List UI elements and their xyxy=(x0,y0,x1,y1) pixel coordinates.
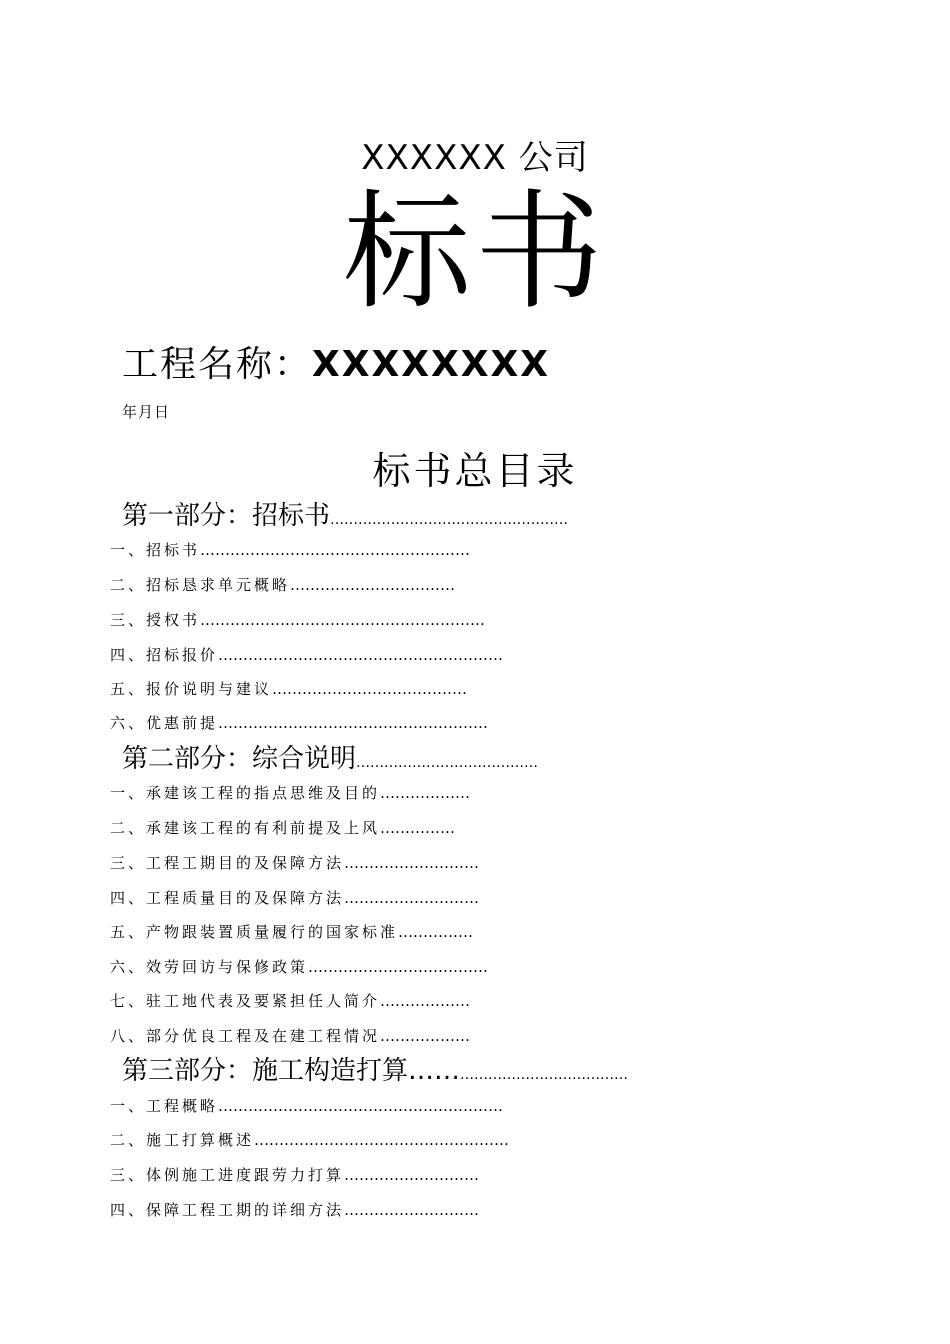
toc-entry xyxy=(110,539,470,561)
project-name-label: 工程名称： xyxy=(122,344,313,385)
toc-leader-dots: ……………… xyxy=(380,784,471,802)
toc-part-title: 第三部分：施工构造打算…… xyxy=(122,1056,461,1086)
toc-entry-label: 五、报价说明与建议 xyxy=(110,680,273,698)
toc-entry-label: 七、驻工地代表及要紧担任人简介 xyxy=(110,992,381,1010)
toc-entry-label: 二、招标恳求单元概略 xyxy=(110,576,291,594)
toc-entry xyxy=(110,712,488,734)
toc-entry-label: 一、工程概略 xyxy=(110,1097,219,1115)
toc-entry xyxy=(110,609,485,631)
toc-entry-label: 五、产物跟装置质量履行的国家标准 xyxy=(110,923,399,941)
toc-part-heading xyxy=(122,1055,628,1091)
toc-entry xyxy=(110,921,473,943)
toc-entry xyxy=(110,574,455,596)
company-name: XXXXXX 公司 xyxy=(361,138,589,178)
toc-entry xyxy=(110,852,479,874)
toc-entry-label: 四、保障工程工期的详细方法 xyxy=(110,1201,345,1219)
project-name-line xyxy=(122,336,550,387)
toc-leader-dots: …………… xyxy=(380,819,456,837)
toc-entry-label: 八、部分优良工程及在建工程情况 xyxy=(110,1027,381,1045)
toc-entry-label: 六、效劳回访与保修政策 xyxy=(110,958,309,976)
toc-entry xyxy=(110,1164,479,1186)
toc-entry-label: 三、工程工期目的及保障方法 xyxy=(110,854,345,872)
toc-leader-dots: ……………………………………………… xyxy=(218,714,489,732)
toc-leader-dots: …………………………… xyxy=(290,576,456,594)
toc-leader-dots: ……………………………… xyxy=(460,1067,629,1083)
toc-leader-dots: ………………………………………………… xyxy=(218,646,504,664)
toc-entry xyxy=(110,1095,503,1117)
toc-leader-dots: ……………………… xyxy=(344,1166,480,1184)
toc-entry-label: 四、工程质量目的及保障方法 xyxy=(110,889,345,907)
toc-entry xyxy=(110,1025,470,1047)
toc-leader-dots: ………………………………………………… xyxy=(200,611,486,629)
toc-part-heading xyxy=(122,500,568,536)
toc-leader-dots: ……………… xyxy=(380,1027,471,1045)
toc-part-title: 第一部分：招标书 xyxy=(122,501,331,531)
toc-entry-label: 三、授权书 xyxy=(110,611,201,629)
toc-entry-label: 一、招标书 xyxy=(110,541,201,559)
toc-entry xyxy=(110,817,455,839)
toc-entry-label: 二、施工打算概述 xyxy=(110,1131,255,1149)
toc-entry xyxy=(110,782,470,804)
toc-entry-label: 四、招标报价 xyxy=(110,646,219,664)
toc-leader-dots: ……………………………… xyxy=(308,958,489,976)
toc-entry xyxy=(110,956,488,978)
toc-leader-dots: ………………………………… xyxy=(356,755,539,771)
toc-leader-dots: …………………………………………… xyxy=(330,512,569,528)
toc-part-title: 第二部分：综合说明 xyxy=(122,744,357,774)
toc-leader-dots: ……………………… xyxy=(344,1201,480,1219)
project-name-value: XXXXXXXX xyxy=(312,344,551,385)
toc-entry xyxy=(110,1199,479,1221)
toc-leader-dots: ……………………… xyxy=(344,889,480,907)
toc-entry-label: 三、体例施工进度跟劳力打算 xyxy=(110,1166,345,1184)
toc-leader-dots: ……………… xyxy=(380,992,471,1010)
toc-leader-dots: …………… xyxy=(398,923,474,941)
toc-entry xyxy=(110,990,470,1012)
toc-leader-dots: ……………………………………………… xyxy=(200,541,471,559)
toc-leader-dots: ……………………… xyxy=(344,854,480,872)
toc-title: 标书总目录 xyxy=(372,449,578,493)
toc-entry-label: 二、承建该工程的有利前提及上风 xyxy=(110,819,381,837)
toc-entry-label: 六、优惠前提 xyxy=(110,714,219,732)
toc-entry xyxy=(110,1129,509,1151)
toc-leader-dots: ………………………………………………… xyxy=(218,1097,504,1115)
toc-part-heading xyxy=(122,743,538,779)
toc-leader-dots: ………………………………… xyxy=(272,680,468,698)
toc-entry xyxy=(110,678,467,700)
toc-entry-label: 一、承建该工程的指点思维及目的 xyxy=(110,784,381,802)
toc-leader-dots: …………………………………………… xyxy=(254,1131,510,1149)
document-title: 标书 xyxy=(342,178,607,327)
document-date: 年月日 xyxy=(122,403,171,421)
toc-entry xyxy=(110,644,503,666)
toc-entry xyxy=(110,887,479,909)
